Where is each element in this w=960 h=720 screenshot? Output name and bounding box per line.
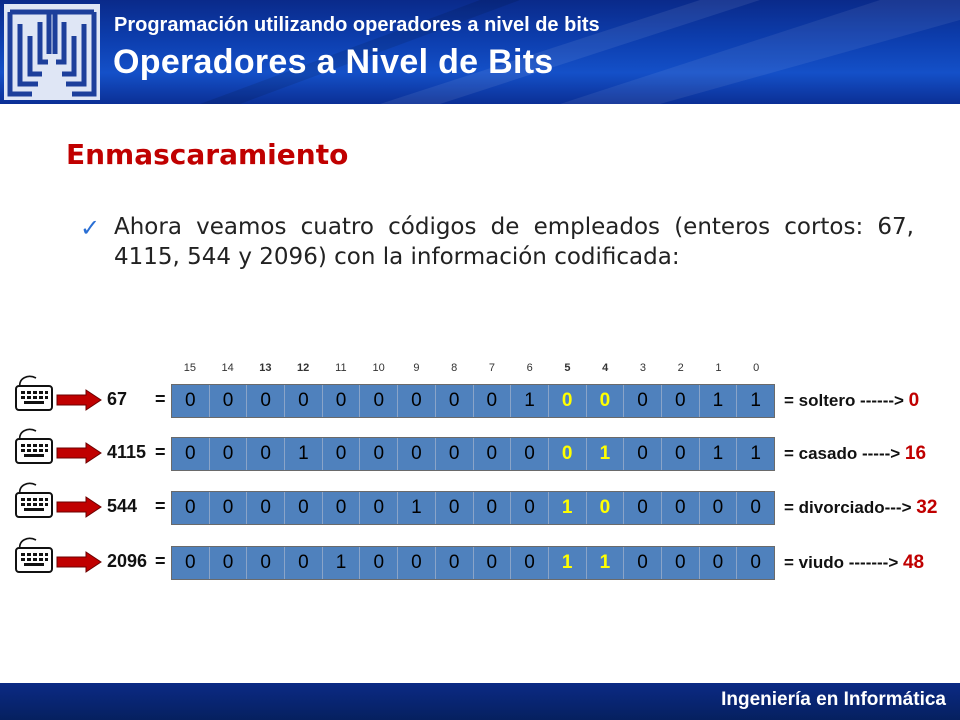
bit-cell: 1 (700, 385, 738, 417)
bit-cell: 0 (360, 492, 398, 524)
bit-cell: 0 (750, 497, 761, 518)
bit-cell: 0 (323, 492, 361, 524)
keyboard-icon (12, 532, 56, 576)
bit-cell: 0 (662, 547, 700, 579)
bit-cell: 0 (323, 438, 361, 470)
row-result (784, 497, 937, 519)
result-value: 16 (904, 443, 927, 464)
bit-cell: 0 (172, 438, 210, 470)
bit-cell: 0 (398, 385, 436, 417)
bit-cell: 0 (624, 492, 662, 524)
right-arrow-icon (56, 496, 102, 518)
bit-cell: 0 (436, 438, 474, 470)
row-number-label: 67 (107, 389, 128, 409)
bit-cell: 1 (549, 492, 587, 524)
bit-cell: 0 (587, 492, 625, 524)
row-number-label: 544 (107, 496, 138, 516)
bit-cell: 1 (587, 547, 625, 579)
bit-index-label: 9 (413, 362, 420, 374)
bit-index-label: 4 (602, 362, 609, 374)
bit-cell: 0 (700, 492, 738, 524)
bit-cell: 0 (474, 385, 512, 417)
bit-index-label: 10 (372, 362, 385, 374)
bit-cell: 0 (285, 547, 323, 579)
bit-cell: 0 (511, 547, 549, 579)
bit-index-label: 14 (221, 362, 234, 374)
row-equals-sign: = (155, 389, 166, 409)
bit-cell: 1 (750, 443, 761, 464)
row-equals-sign: = (155, 551, 166, 571)
bit-index-label: 15 (183, 362, 196, 374)
section-title: Enmascaramiento (66, 138, 349, 171)
bit-cell: 0 (172, 547, 210, 579)
bit-index-label: 5 (564, 362, 571, 374)
bit-cell: 0 (210, 385, 248, 417)
bit-cell: 0 (436, 385, 474, 417)
keyboard-icon (12, 370, 56, 414)
checkmark-icon: ✓ (80, 214, 101, 242)
keyboard-icon (12, 477, 56, 521)
bit-cell: 1 (323, 547, 361, 579)
bit-index-label: 13 (259, 362, 272, 374)
result-text: = soltero ------> (784, 391, 909, 410)
result-text: = casado -----> (784, 444, 905, 463)
university-logo (2, 2, 102, 102)
bit-index-label: 3 (639, 362, 646, 374)
bit-row (171, 437, 775, 471)
bit-index-label: 11 (335, 362, 347, 374)
bit-cell: 0 (360, 385, 398, 417)
header-banner (0, 0, 960, 104)
bit-cell: 0 (662, 438, 700, 470)
header-title: Operadores a Nivel de Bits (113, 43, 554, 81)
result-value: 32 (916, 497, 938, 518)
bit-cell: 0 (624, 438, 662, 470)
bit-cell: 0 (700, 547, 738, 579)
keyboard-icon (12, 423, 56, 467)
bit-cell: 0 (398, 547, 436, 579)
bit-cell: 0 (210, 438, 248, 470)
bit-cell: 0 (662, 492, 700, 524)
bit-cell: 0 (247, 438, 285, 470)
row-equals-sign: = (155, 442, 166, 462)
bit-cell: 0 (511, 492, 549, 524)
bit-cell: 0 (511, 438, 549, 470)
right-arrow-icon (56, 389, 102, 411)
bit-cell: 0 (587, 385, 625, 417)
bit-cell: 0 (624, 547, 662, 579)
bit-row (171, 384, 775, 418)
bit-cell: 0 (285, 492, 323, 524)
result-value: 48 (902, 552, 925, 573)
bit-index-label: 7 (488, 362, 495, 374)
bit-cell: 1 (398, 492, 436, 524)
bit-index-label: 0 (753, 362, 760, 374)
row-result (784, 443, 926, 465)
bit-cell: 0 (210, 492, 248, 524)
row-equals-sign: = (155, 496, 166, 516)
bit-cell: 0 (474, 547, 512, 579)
bit-cell: 0 (285, 385, 323, 417)
bit-row (171, 546, 775, 580)
bit-index-label: 6 (526, 362, 533, 374)
bit-cell: 0 (474, 492, 512, 524)
bit-cell: 1 (700, 438, 738, 470)
bit-cell: 0 (210, 547, 248, 579)
footer-bar (0, 683, 960, 720)
bit-cell: 1 (511, 385, 549, 417)
bit-index-label: 1 (715, 362, 722, 374)
bit-cell: 0 (360, 547, 398, 579)
bit-cell: 0 (172, 385, 210, 417)
bit-cell: 1 (285, 438, 323, 470)
bit-cell: 0 (624, 385, 662, 417)
paragraph: Ahora veamos cuatro códigos de empleados (enteros cortos: 67, 4115, 544 y 2096) con la información codificada: (114, 214, 914, 270)
bit-cell: 0 (549, 385, 587, 417)
row-number-label: 2096 (107, 551, 148, 571)
bit-cell: 0 (662, 385, 700, 417)
row-result (784, 390, 919, 412)
bit-cell: 0 (323, 385, 361, 417)
result-text: = divorciado---> (784, 498, 917, 517)
bit-cell: 0 (436, 492, 474, 524)
bit-row (171, 491, 775, 525)
bit-cell: 1 (549, 547, 587, 579)
bit-cell: 0 (436, 547, 474, 579)
row-number-label: 4115 (107, 442, 147, 462)
bit-cell: 1 (750, 390, 761, 411)
bit-cell: 0 (549, 438, 587, 470)
bit-cell: 0 (474, 438, 512, 470)
result-text: = viudo -------> (784, 553, 903, 572)
bit-cell: 0 (360, 438, 398, 470)
header-subtitle: Programación utilizando operadores a nivel de bits (114, 14, 600, 36)
footer-text: Ingeniería en Informática (721, 689, 946, 710)
row-result (784, 552, 924, 574)
right-arrow-icon (56, 551, 102, 573)
bit-cell: 0 (750, 552, 761, 573)
bit-index-label: 8 (451, 362, 458, 374)
right-arrow-icon (56, 442, 102, 464)
bit-index-label: 2 (677, 362, 684, 374)
result-value: 0 (908, 390, 920, 411)
bit-index-label: 12 (297, 362, 310, 374)
bit-cell: 0 (398, 438, 436, 470)
bit-cell: 0 (247, 547, 285, 579)
bit-cell: 0 (172, 492, 210, 524)
bit-cell: 0 (247, 492, 285, 524)
bit-cell: 0 (247, 385, 285, 417)
bit-cell: 1 (587, 438, 625, 470)
